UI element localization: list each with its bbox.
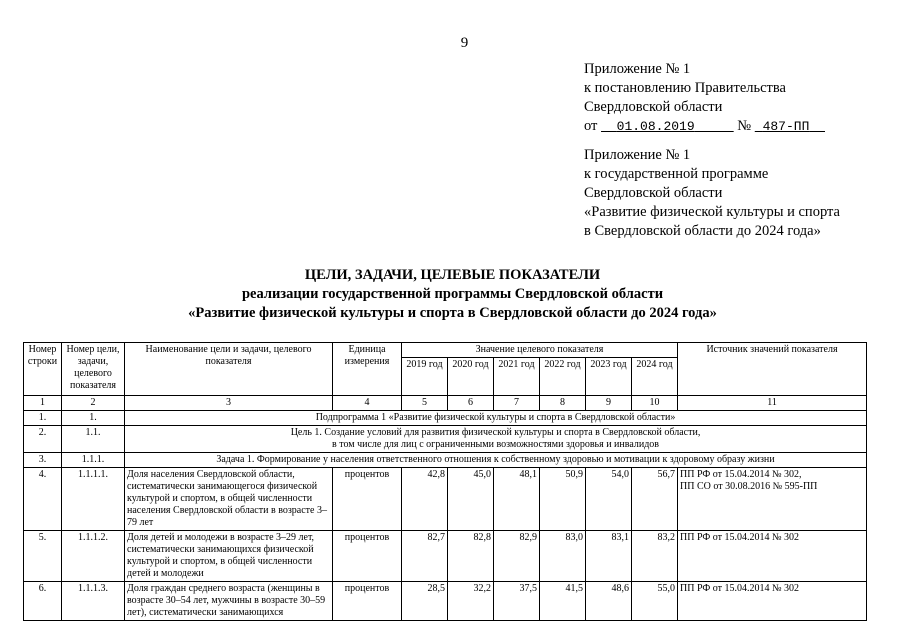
table-row-goal (24, 426, 867, 453)
value-2020: 32,2 (448, 582, 494, 621)
row-code: 1.1.1.1. (62, 468, 125, 531)
subprogram-text: Подпрограмма 1 «Развитие физической культуры и спорта в Свердловской области» (125, 411, 867, 426)
appendix-header-program (584, 146, 884, 241)
column-number-row (24, 396, 867, 411)
row-number: 2. (24, 426, 62, 453)
header-values-group: Значение целевого показателя (402, 343, 678, 358)
appendix-line: в Свердловской области до 2024 года» (584, 223, 821, 239)
value-2023: 83,1 (586, 531, 632, 582)
value-2024: 56,7 (632, 468, 678, 531)
header-unit: Единица измерения (333, 343, 402, 396)
indicator-name: Доля населения Свердловской области, систематически занимающегося физической культурой и спортом, в общей численности населения Свердловской области в возрасте 3–79 лет (125, 468, 333, 531)
header-goal-number: Номер цели, задачи, целевого показателя (62, 343, 125, 396)
indicator-source: ПП РФ от 15.04.2014 № 302 (678, 531, 867, 582)
value-2021: 37,5 (494, 582, 540, 621)
header-year: 2024 год (632, 358, 678, 396)
table-row-task (24, 453, 867, 468)
resolution-date: 01.08.2019 (616, 119, 695, 134)
column-number: 5 (402, 396, 448, 411)
table-row (24, 468, 867, 531)
column-number: 2 (62, 396, 125, 411)
goals-table (23, 342, 867, 621)
row-code: 1. (62, 411, 125, 426)
value-2023: 48,6 (586, 582, 632, 621)
title-line: реализации государственной программы Свердловской области (241, 286, 664, 302)
row-code: 1.1.1.2. (62, 531, 125, 582)
source-line: ПП РФ от 15.04.2014 № 302, (680, 469, 802, 480)
value-2019: 42,8 (402, 468, 448, 531)
indicator-unit: процентов (333, 582, 402, 621)
value-2022: 41,5 (540, 582, 586, 621)
indicator-source: ПП РФ от 15.04.2014 № 302 (678, 582, 867, 621)
row-number: 4. (24, 468, 62, 531)
document-title (0, 266, 905, 323)
value-2023: 54,0 (586, 468, 632, 531)
appendix-line: к постановлению Правительства (584, 80, 786, 96)
header-year: 2023 год (586, 358, 632, 396)
value-2019: 82,7 (402, 531, 448, 582)
header-year: 2019 год (402, 358, 448, 396)
number-label: № (737, 118, 752, 134)
appendix-line: Свердловской области (584, 185, 723, 201)
column-number: 6 (448, 396, 494, 411)
header-year: 2020 год (448, 358, 494, 396)
column-number: 4 (333, 396, 402, 411)
column-number: 7 (494, 396, 540, 411)
header-year: 2021 год (494, 358, 540, 396)
table-row (24, 582, 867, 621)
table-row-subprogram (24, 411, 867, 426)
column-number: 10 (632, 396, 678, 411)
appendix-line: к государственной программе (584, 166, 769, 182)
value-2024: 83,2 (632, 531, 678, 582)
header-name: Наименование цели и задачи, целевого показателя (125, 343, 333, 396)
task-text: Задача 1. Формирование у населения ответственного отношения к собственному здоровью и мотивации к здоровому образу жизни (125, 453, 867, 468)
column-number: 3 (125, 396, 333, 411)
indicator-unit: процентов (333, 531, 402, 582)
appendix-line: «Развитие физической культуры и спорта (584, 204, 840, 220)
page-number: 9 (460, 35, 469, 51)
row-code: 1.1. (62, 426, 125, 453)
table-header-row (24, 343, 867, 358)
title-line: ЦЕЛИ, ЗАДАЧИ, ЦЕЛЕВЫЕ ПОКАЗАТЕЛИ (304, 267, 601, 283)
goal-text-line: Цель 1. Создание условий для развития физической культуры и спорта в Свердловской области, (290, 427, 701, 438)
goal-text (125, 426, 867, 453)
value-2021: 48,1 (494, 468, 540, 531)
header-row-number: Номер строки (24, 343, 62, 396)
row-number: 1. (24, 411, 62, 426)
row-number: 3. (24, 453, 62, 468)
appendix-line: Свердловской области (584, 99, 723, 115)
column-number: 8 (540, 396, 586, 411)
appendix-line: Приложение № 1 (584, 147, 691, 163)
column-number: 11 (678, 396, 867, 411)
value-2020: 82,8 (448, 531, 494, 582)
resolution-number: 487-ПП (762, 119, 810, 134)
title-line: «Развитие физической культуры и спорта в Свердловской области до 2024 года» (188, 305, 717, 321)
row-code: 1.1.1.3. (62, 582, 125, 621)
indicator-source (678, 468, 867, 531)
indicator-name: Доля граждан среднего возраста (женщины в возрасте 30–54 лет, мужчины в возрасте 30–59 лет), систематически занимающихся (125, 582, 333, 621)
row-code: 1.1.1. (62, 453, 125, 468)
value-2019: 28,5 (402, 582, 448, 621)
goal-text-line: в том числе для лиц с ограниченными возможностями здоровья и инвалидов (331, 439, 660, 450)
from-label: от (584, 118, 598, 134)
row-number: 5. (24, 531, 62, 582)
value-2022: 83,0 (540, 531, 586, 582)
indicator-name: Доля детей и молодежи в возрасте 3–29 лет, систематически занимающихся физической культурой и спортом, в общей численности детей и молодежи (125, 531, 333, 582)
value-2021: 82,9 (494, 531, 540, 582)
source-line: ПП СО от 30.08.2016 № 595-ПП (680, 481, 818, 492)
row-number: 6. (24, 582, 62, 621)
value-2022: 50,9 (540, 468, 586, 531)
value-2024: 55,0 (632, 582, 678, 621)
column-number: 9 (586, 396, 632, 411)
indicator-unit: процентов (333, 468, 402, 531)
header-source: Источник значений показателя (678, 343, 867, 396)
appendix-date-line (584, 117, 884, 136)
column-number: 1 (24, 396, 62, 411)
table-row (24, 531, 867, 582)
header-year: 2022 год (540, 358, 586, 396)
appendix-line: Приложение № 1 (584, 61, 691, 77)
value-2020: 45,0 (448, 468, 494, 531)
appendix-header-resolution (584, 60, 884, 136)
